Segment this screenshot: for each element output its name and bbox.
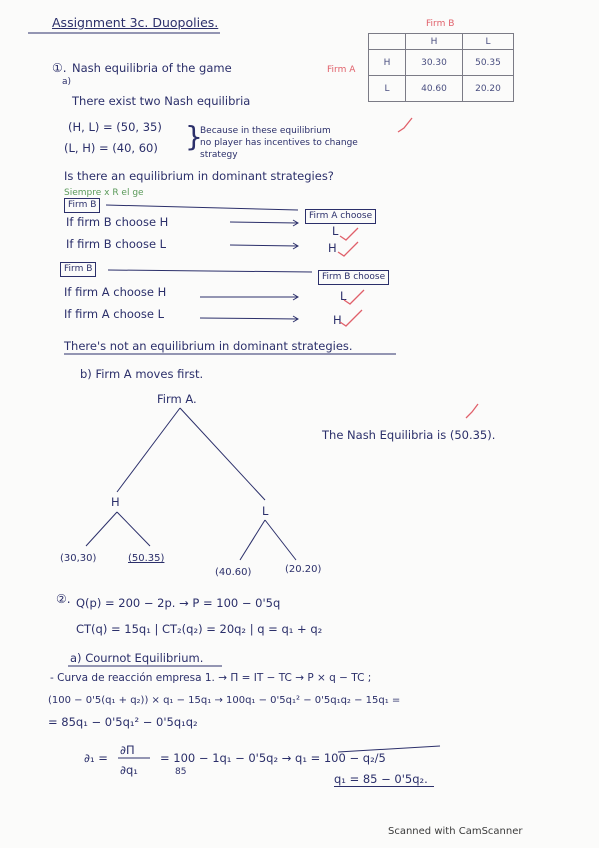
ans-l: L: [332, 224, 339, 238]
q2-costs: CT(q) = 15q₁ | CT₂(q₂) = 20q₂ | q = q₁ + q₂: [76, 622, 323, 636]
tree-leaf: (40.60): [215, 567, 252, 578]
ans2-h: H: [333, 313, 342, 327]
bracket: }: [185, 120, 203, 153]
q1-because2: no player has incentives to change: [200, 138, 358, 148]
firm-b-box: Firm B: [64, 198, 100, 213]
q1b-label: b) Firm A moves first.: [80, 367, 204, 381]
payoff-row-l: L: [369, 76, 406, 102]
tree-root: Firm A.: [157, 392, 197, 406]
tree-h-node: H: [111, 495, 120, 509]
q2-result: q₁ = 85 − 0'5q₂.: [334, 773, 434, 787]
q2-part-a: a) Cournot Equilibrium.: [70, 651, 204, 665]
deriv-rhs: = 100 − 1q₁ − 0'5q₂ → q₁ = 100 − q₂/5: [160, 751, 386, 765]
b-choose-box: Firm B choose: [318, 270, 389, 285]
tree-leaf: (50.35): [128, 553, 165, 564]
a-choose-box: Firm A choose: [305, 209, 376, 224]
q1-eq2: (L, H) = (40, 60): [64, 141, 158, 155]
q2-demand: Q(p) = 200 − 2p. → P = 100 − 0'5q: [76, 596, 281, 610]
payoff-cell: 50.35: [463, 50, 514, 76]
q2-number: ②.: [56, 592, 71, 606]
q1-because: Because in these equilibrium: [200, 126, 331, 136]
q1-green-note: Siempre x R el ge: [64, 188, 144, 198]
ans2-l: L: [340, 289, 347, 303]
scanner-watermark: Scanned with CamScanner: [388, 826, 523, 837]
q1-title: Nash equilibria of the game: [72, 61, 232, 75]
firm-b-box-2: Firm B: [60, 262, 96, 277]
a-if-h: If firm A choose H: [64, 285, 167, 299]
q1-number: ①.: [52, 61, 67, 75]
nash-note: The Nash Equilibria is (50.35).: [322, 428, 496, 442]
payoff-col-h: H: [406, 34, 463, 50]
deriv-num: ∂Π: [120, 743, 135, 757]
b-if-h: If firm B choose H: [66, 215, 169, 229]
ans-h: H: [328, 241, 337, 255]
page-title: Assignment 3c. Duopolies.: [52, 15, 219, 30]
payoff-firm-b-label: Firm B: [426, 19, 455, 29]
tree-leaf: (20.20): [285, 564, 322, 575]
q1-eq1: (H, L) = (50, 35): [68, 120, 162, 134]
payoff-cell: 20.20: [463, 76, 514, 102]
payoff-cell: 40.60: [406, 76, 463, 102]
q1-sub: a): [62, 77, 72, 87]
b-if-l: If firm B choose L: [66, 237, 167, 251]
q1-dominant-question: Is there an equilibrium in dominant strategies?: [64, 169, 334, 183]
q2-curva: - Curva de reacción empresa 1. → Π = IT − TC → P × q − TC ;: [50, 672, 372, 684]
q2-expr1: (100 − 0'5(q₁ + q₂)) × q₁ − 15q₁ → 100q₁ − 0'5q₁² − 0'5q₁q₂ − 15q₁ =: [48, 695, 401, 706]
q1-because3: strategy: [200, 150, 238, 160]
tree-leaf: (30,30): [60, 553, 97, 564]
q2-expr2: = 85q₁ − 0'5q₁² − 0'5q₁q₂: [48, 715, 198, 729]
tree-l-node: L: [262, 504, 269, 518]
payoff-cell: 30.30: [406, 50, 463, 76]
a-if-l: If firm A choose L: [64, 307, 165, 321]
payoff-firm-a-label: Firm A: [327, 65, 356, 75]
deriv-85: 85: [175, 767, 187, 777]
deriv-lhs: ∂₁ =: [84, 751, 108, 765]
deriv-den: ∂q₁: [120, 763, 138, 777]
q1-conclusion: There's not an equilibrium in dominant strategies.: [64, 339, 353, 353]
payoff-col-l: L: [463, 34, 514, 50]
payoff-row-h: H: [369, 50, 406, 76]
q1-line1: There exist two Nash equilibria: [72, 94, 251, 108]
